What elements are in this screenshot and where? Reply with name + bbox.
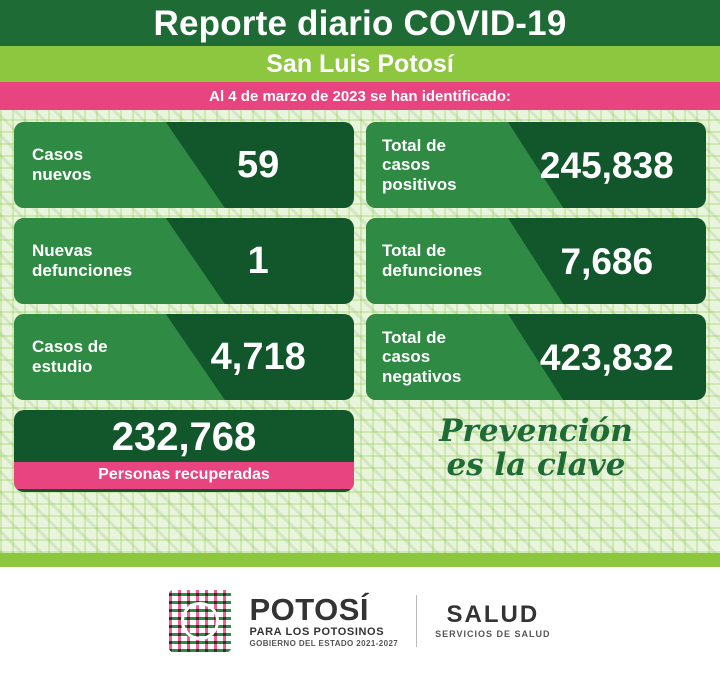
footer-divider <box>416 595 417 647</box>
stats-area <box>0 110 720 553</box>
card-casos-nuevos <box>14 122 354 208</box>
card-value: 59 <box>237 144 280 186</box>
logo-government-line: GOBIERNO DEL ESTADO 2021-2027 <box>249 639 399 648</box>
card-label-line3: positivos <box>382 174 457 194</box>
card-label-line2: casos <box>382 155 431 175</box>
footer-divider-strip <box>0 553 720 567</box>
card-label-line1: Total de <box>382 135 446 155</box>
slogan-line1: Prevención <box>439 413 633 449</box>
salud-logo <box>435 603 550 639</box>
potosi-logo-icon <box>169 590 231 652</box>
card-personas-recuperadas <box>14 410 354 492</box>
title-band <box>0 0 720 46</box>
slogan-line2: es la clave <box>446 447 626 484</box>
recovered-label: Personas recuperadas <box>14 462 354 489</box>
card-label <box>14 241 170 280</box>
card-label-line2: casos <box>382 347 431 367</box>
card-label-line1: Total de <box>382 327 446 347</box>
salud-subtitle: SERVICIOS DE SALUD <box>435 629 551 639</box>
stats-rows <box>14 122 706 400</box>
slogan <box>366 410 706 482</box>
card-value: 4,718 <box>210 336 306 378</box>
card-label-line1: Nuevas <box>32 241 93 261</box>
card-label-line2: nuevos <box>32 165 92 184</box>
card-label <box>14 337 170 376</box>
logo-name: POTOSÍ <box>249 592 370 627</box>
state-name: San Luis Potosí <box>266 49 454 78</box>
logo-tagline: PARA LOS POTOSINOS <box>249 626 385 638</box>
card-value: 7,686 <box>560 240 654 282</box>
stats-row <box>14 218 706 304</box>
card-total-casos-positivos <box>366 122 706 208</box>
card-value: 245,838 <box>539 144 674 186</box>
card-total-defunciones <box>366 218 706 304</box>
salud-title: SALUD <box>446 601 540 628</box>
footer <box>0 567 720 675</box>
card-value: 1 <box>247 240 269 282</box>
card-casos-de-estudio <box>14 314 354 400</box>
card-label-line3: negativos <box>382 366 462 386</box>
stats-row <box>14 314 706 400</box>
card-label-line1: Casos de <box>32 337 108 357</box>
card-total-casos-negativos <box>366 314 706 400</box>
card-label <box>14 145 170 184</box>
page-title: Reporte diario COVID-19 <box>153 3 567 43</box>
stats-row <box>14 122 706 208</box>
card-label-line2: estudio <box>32 357 93 376</box>
potosi-logo-text <box>249 594 398 648</box>
recovered-and-slogan-row <box>14 410 706 492</box>
card-label-line2: defunciones <box>382 261 483 280</box>
report-date-text: Al 4 de marzo de 2023 se han identificado: <box>209 87 511 105</box>
card-label-line2: defunciones <box>32 261 133 280</box>
card-label <box>366 328 516 387</box>
subtitle-band <box>0 46 720 82</box>
card-label <box>366 136 516 195</box>
card-label-line1: Casos <box>32 145 84 165</box>
card-label-line1: Total de <box>382 241 446 261</box>
date-band <box>0 82 720 110</box>
card-nuevas-defunciones <box>14 218 354 304</box>
card-value: 423,832 <box>539 336 674 378</box>
recovered-value: 232,768 <box>111 415 257 459</box>
card-label <box>366 241 516 280</box>
